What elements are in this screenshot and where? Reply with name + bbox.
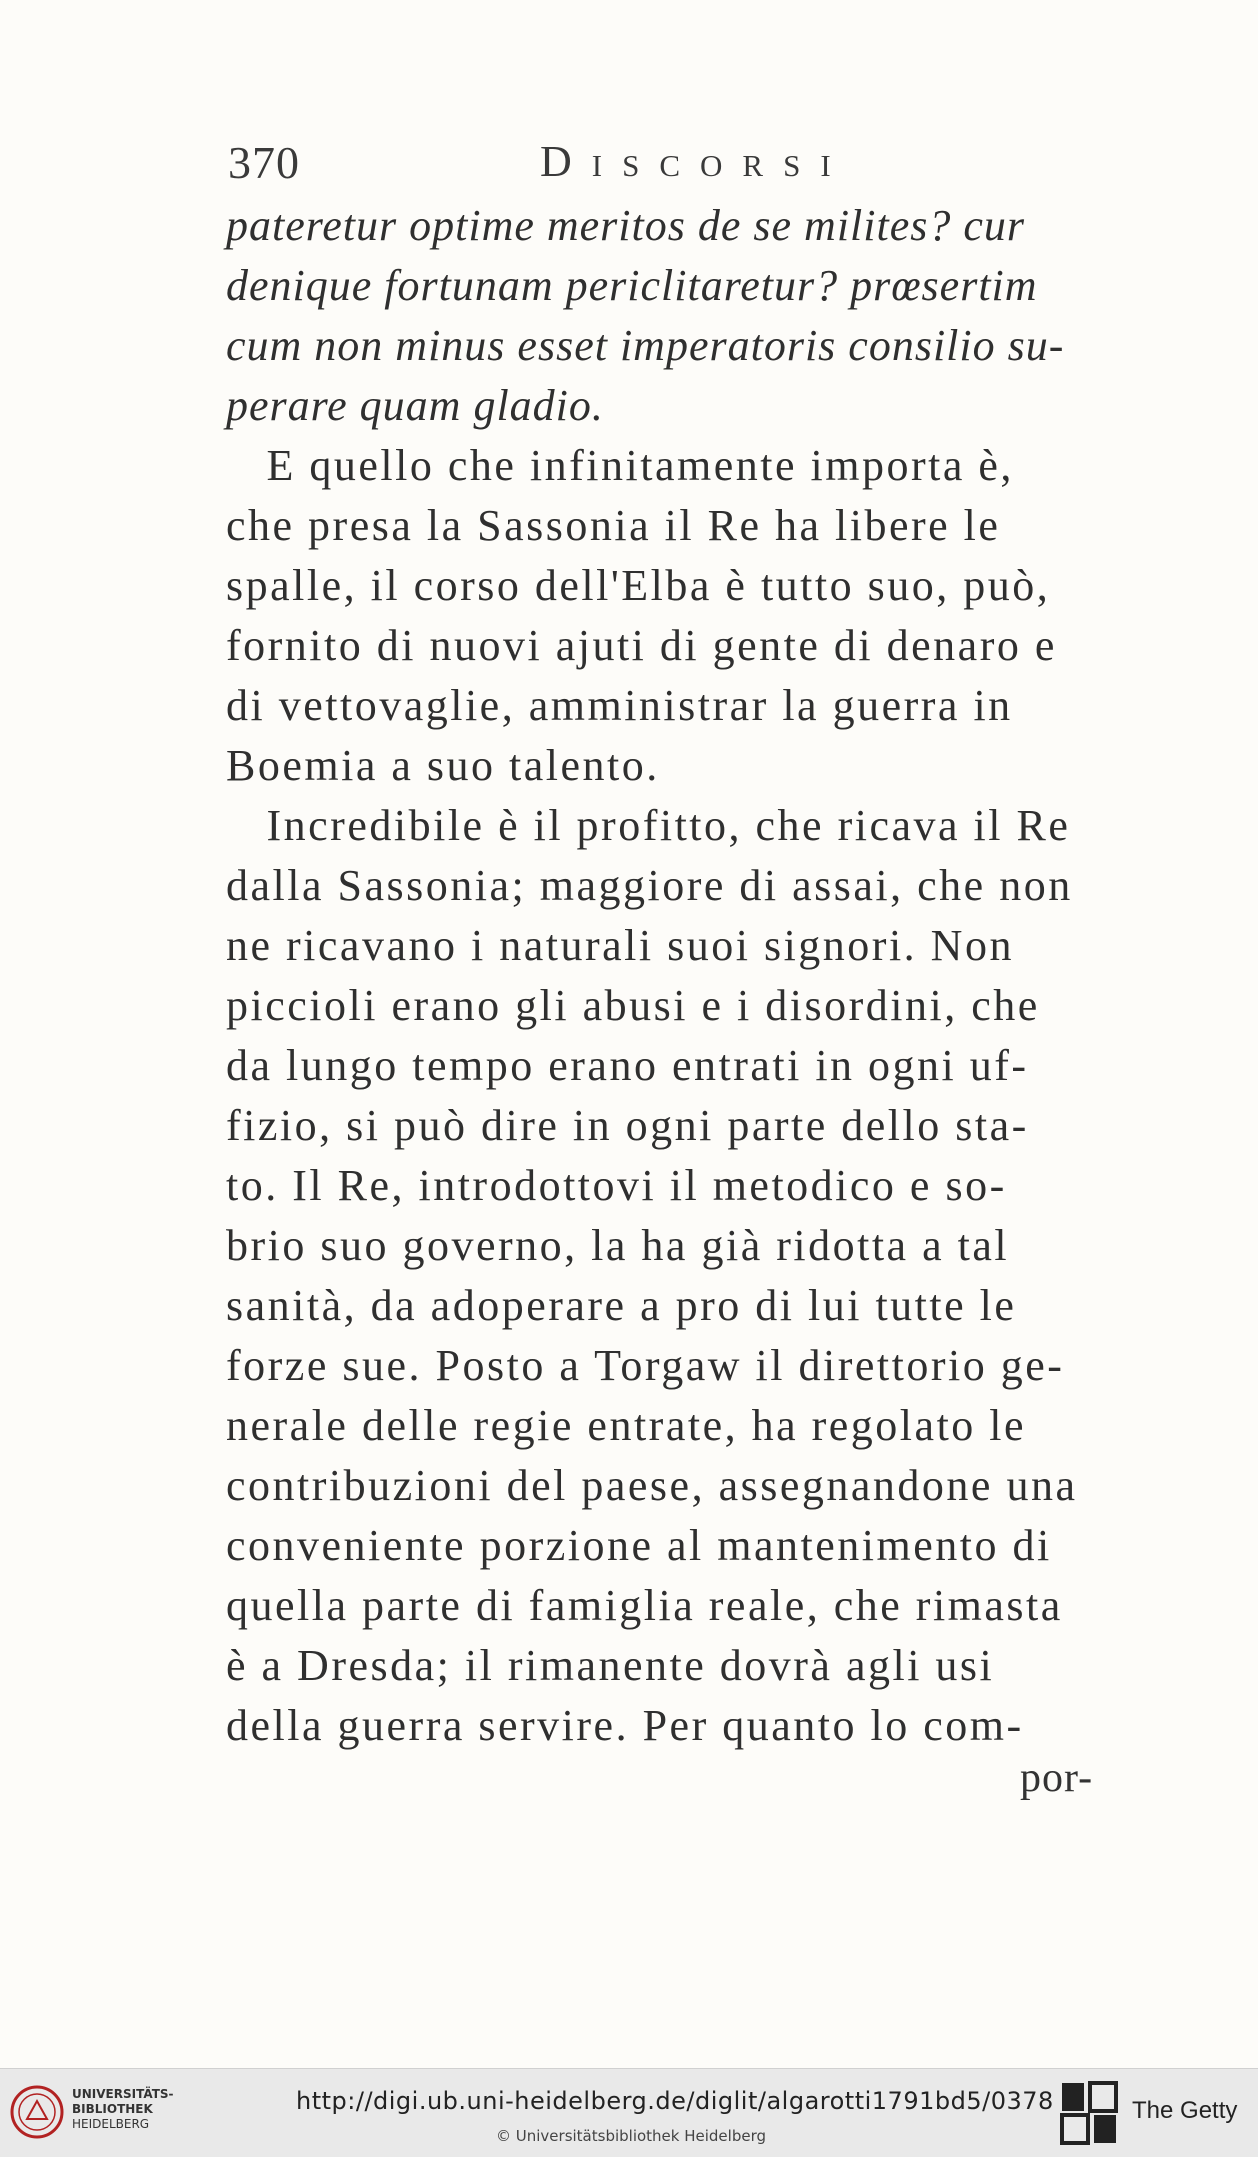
text-line: fornito di nuovi ajuti di gente di denaro e [226,621,1057,670]
text-line: nerale delle regie entrate, ha regolato le [226,1401,1027,1450]
text-line: è a Dresda; il rimanente dovrà agli usi [226,1641,995,1690]
catchword: por- [1020,1755,1094,1801]
text-line: piccioli erano gli abusi e i disordini, che [226,981,1040,1030]
text-line: cum non minus esset imperatoris consilio su- [226,321,1065,370]
text-line: ne ricavano i naturali suoi signori. Non [226,921,1014,970]
institution-name: UNIVERSITÄTS- BIBLIOTHEK HEIDELBERG [72,2087,174,2131]
text-line: sanità, da adoperare a pro di lui tutte le [226,1281,1017,1330]
university-seal-icon [10,2085,64,2139]
text-line: conveniente porzione al mantenimento di [226,1521,1052,1570]
text-line: Boemia a suo talento. [226,741,660,790]
text-line: brio suo governo, la ha già ridotta a tal [226,1221,1010,1270]
running-title: Discorsi [540,137,851,186]
page-number: 370 [228,137,300,188]
viewer-footer [0,2068,1258,2157]
text-line: E quello che infinitamente importa è, [226,441,1014,490]
text-line: quella parte di famiglia reale, che rimasta [226,1581,1063,1630]
page-header [228,136,988,196]
text-line: denique fortunam periclitaretur? prœsertim [226,261,1038,310]
text-line: contribuzioni del paese, assegnandone una [226,1461,1078,1510]
partner-name: The Getty [1132,2097,1238,2124]
text-line: della guerra servire. Per quanto lo com- [226,1701,1024,1750]
permalink-url[interactable]: http://digi.ub.uni-heidelberg.de/diglit/algarotti1791bd5/0378 [296,2087,1054,2115]
text-line: forze sue. Posto a Torgaw il direttorio ge- [226,1341,1065,1390]
text-line: fizio, si può dire in ogni parte dello sta- [226,1101,1029,1150]
text-line: spalle, il corso dell'Elba è tutto suo, può, [226,561,1051,610]
text-line: Incredibile è il profitto, che ricava il Re [226,801,1071,850]
text-line: che presa la Sassonia il Re ha libere le [226,501,1001,550]
text-line: dalla Sassonia; maggiore di assai, che non [226,861,1073,910]
text-line: pateretur optime meritos de se milites? cur [226,201,1026,250]
getty-logo-icon [1060,2081,1118,2145]
text-line: di vettovaglie, amministrar la guerra in [226,681,1013,730]
text-line: da lungo tempo erano entrati in ogni uf- [226,1041,1029,1090]
body-text [226,196,1146,1756]
copyright-notice: © Universitätsbibliothek Heidelberg [496,2127,767,2145]
text-line: perare quam gladio. [226,381,604,430]
text-line: to. Il Re, introdottovi il metodico e so- [226,1161,1007,1210]
